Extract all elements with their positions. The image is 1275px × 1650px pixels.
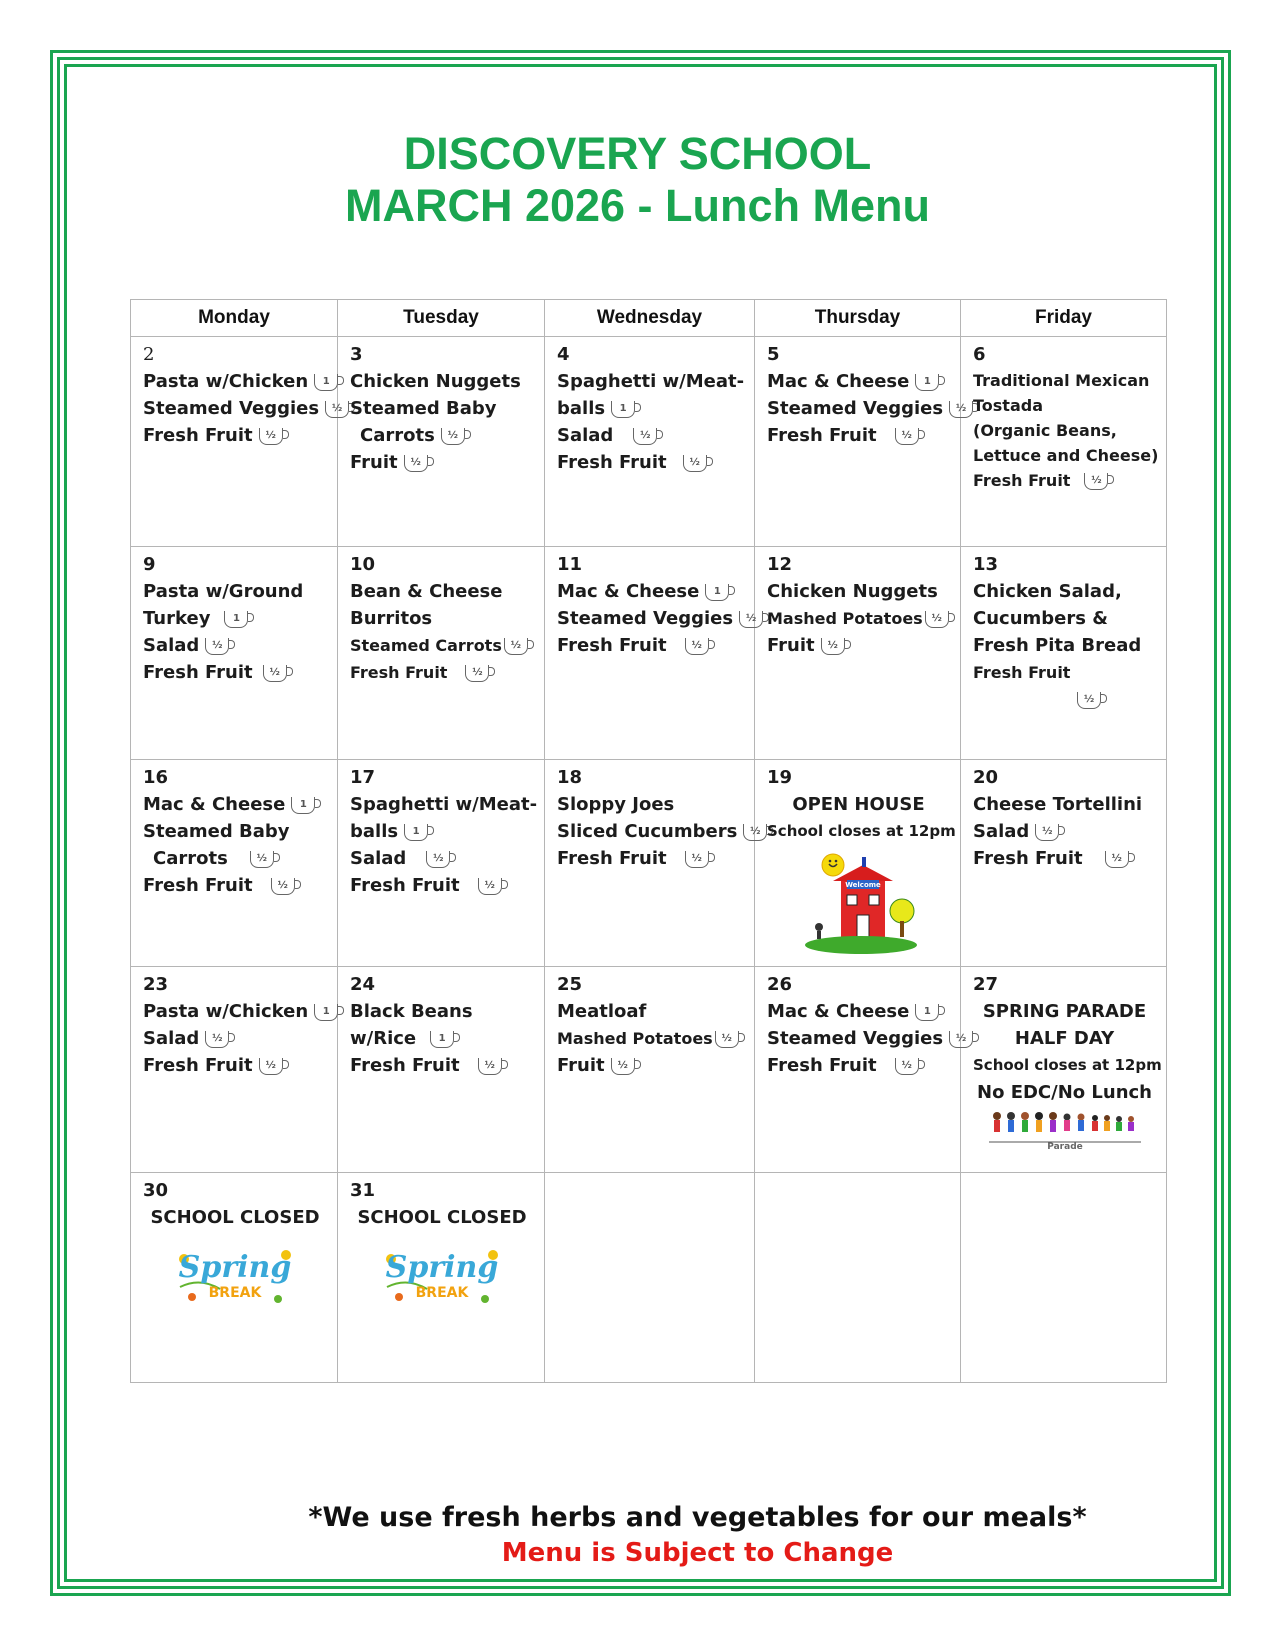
footer-warning: Menu is Subject to Change: [501, 1538, 894, 1568]
day-cell: [961, 337, 1167, 547]
half-cup-icon: ½: [633, 428, 657, 445]
day-number: 6: [973, 344, 986, 365]
menu-item: Carrots ½: [350, 422, 534, 449]
day-cell: [338, 1173, 545, 1383]
menu-item: Fresh Fruit ½: [350, 659, 534, 686]
half-cup-icon: ½: [715, 1031, 739, 1048]
half-cup-icon: ½: [1077, 692, 1101, 709]
menu-item: Salad ½: [350, 845, 534, 872]
menu-item: Salad ½: [143, 632, 327, 659]
menu-item: Mac & Cheese 1: [557, 578, 744, 605]
day-cell: [755, 760, 961, 967]
menu-item: Mac & Cheese 1: [143, 791, 327, 818]
half-cup-icon: ½: [925, 611, 949, 628]
day-cell: [131, 760, 338, 967]
spring-word: Spring: [178, 1250, 292, 1285]
menu-item: Fresh Fruit ½: [767, 1052, 950, 1079]
menu-item: balls 1: [557, 395, 744, 422]
day-cell: [755, 967, 967, 1173]
half-cup-icon: ½: [404, 455, 428, 472]
school-name: DISCOVERY SCHOOL: [403, 128, 872, 179]
week-row: [131, 1173, 1167, 1383]
menu-item: Fresh Fruit ½: [767, 422, 950, 449]
menu-item: Black Beans: [350, 1001, 473, 1022]
event-title: HALF DAY: [1014, 1028, 1115, 1049]
day-cell: [961, 760, 1167, 967]
half-cup-icon: ½: [250, 851, 274, 868]
half-cup-icon: ½: [325, 401, 349, 418]
menu-item: Cucumbers &: [973, 608, 1108, 629]
event-title: SCHOOL CLOSED: [150, 1207, 320, 1228]
weekday-thursday: Thursday: [755, 300, 961, 337]
half-cup-icon: ½: [259, 428, 283, 445]
menu-item: Salad ½: [973, 818, 1156, 845]
half-cup-icon: ½: [504, 638, 528, 655]
menu-item: Steamed Veggies ½: [143, 395, 327, 422]
menu-item: Spaghetti w/Meat-: [350, 794, 538, 815]
half-cup-icon: ½: [205, 638, 229, 655]
menu-item: Cheese Tortellini: [973, 794, 1143, 815]
menu-item: Tostada: [973, 396, 1043, 415]
day-number: 31: [350, 1180, 376, 1201]
menu-item: (Organic Beans,: [973, 421, 1117, 440]
menu-item: Bean & Cheese: [350, 581, 503, 602]
day-cell: [338, 760, 545, 967]
half-cup-icon: ½: [441, 428, 465, 445]
half-cup-icon: ½: [895, 1058, 919, 1075]
menu-item: Pasta w/Chicken 1: [143, 998, 327, 1025]
day-number: 24: [350, 974, 376, 995]
day-number: 18: [557, 767, 583, 788]
half-cup-icon: ½: [426, 851, 450, 868]
day-cell: [545, 967, 755, 1173]
day-number: 2: [143, 344, 155, 365]
day-cell: [755, 547, 961, 760]
menu-item: Steamed Baby: [143, 821, 290, 842]
menu-item: Sloppy Joes: [557, 794, 675, 815]
day-number: 11: [557, 554, 583, 575]
footer-note: *We use fresh herbs and vegetables for our meals*: [308, 1502, 1087, 1533]
full-cup-icon: 1: [430, 1031, 454, 1048]
full-cup-icon: 1: [611, 401, 635, 418]
menu-item: Steamed Veggies ½: [557, 605, 744, 632]
full-cup-icon: 1: [404, 824, 428, 841]
tree-shape: [890, 899, 914, 923]
day-cell: [961, 547, 1167, 760]
spring-break-image: [170, 1237, 300, 1317]
week-row: [131, 760, 1167, 967]
day-cell: [755, 337, 967, 547]
full-cup-icon: 1: [291, 797, 315, 814]
weekday-wednesday: Wednesday: [545, 300, 755, 337]
menu-item: Fresh Fruit ½: [557, 632, 744, 659]
event-note: School closes at 12pm: [973, 1056, 1162, 1074]
week-row: [131, 547, 1167, 760]
welcome-sign: Welcome: [844, 881, 881, 889]
weekday-friday: Friday: [961, 300, 1167, 337]
menu-item: Burritos: [350, 608, 433, 629]
menu-item: Fresh Fruit: [973, 663, 1071, 682]
half-cup-icon: ½: [1084, 473, 1108, 490]
school-house-image: [799, 851, 919, 957]
day-number: 4: [557, 344, 570, 365]
menu-item: Steamed Veggies ½: [767, 1025, 950, 1052]
event-title: OPEN HOUSE: [792, 794, 925, 815]
spring-break-image: [377, 1237, 507, 1317]
full-cup-icon: 1: [915, 1004, 939, 1021]
full-cup-icon: 1: [705, 584, 729, 601]
day-number: 13: [973, 554, 999, 575]
menu-item: Fruit ½: [557, 1052, 744, 1079]
menu-item: Fresh Fruit ½: [973, 845, 1156, 872]
menu-item: Fresh Fruit ½: [143, 659, 327, 686]
menu-item: Steamed Veggies ½: [767, 395, 950, 422]
weekday-monday: Monday: [131, 300, 338, 337]
lunch-calendar: [130, 299, 1167, 1383]
half-cup-icon: ½: [683, 455, 707, 472]
day-number: 17: [350, 767, 376, 788]
day-cell: [131, 337, 343, 547]
day-cell: [961, 967, 1167, 1173]
menu-item: Chicken Nuggets: [767, 581, 938, 602]
day-number: 20: [973, 767, 999, 788]
menu-title: MARCH 2026 - Lunch Menu: [344, 180, 931, 231]
menu-item: Carrots ½: [143, 845, 327, 872]
spring-word: Spring: [385, 1250, 499, 1285]
menu-item: Fresh Fruit ½: [143, 872, 327, 899]
half-cup-icon: ½: [465, 665, 489, 682]
menu-item: balls 1: [350, 818, 534, 845]
day-cell: [338, 337, 545, 547]
week-row: [131, 337, 1167, 547]
menu-item: Turkey 1: [143, 605, 327, 632]
half-cup-icon: ½: [1105, 851, 1129, 868]
menu-item: Meatloaf: [557, 1001, 647, 1022]
menu-item: Fresh Fruit ½: [557, 845, 744, 872]
day-number: 27: [973, 974, 999, 995]
event-note: School closes at 12pm: [767, 822, 956, 840]
full-cup-icon: 1: [314, 1004, 338, 1021]
empty-cell: [961, 1173, 1167, 1383]
day-number: 26: [767, 974, 793, 995]
half-cup-icon: ½: [263, 665, 287, 682]
half-cup-icon: ½: [259, 1058, 283, 1075]
full-cup-icon: 1: [314, 374, 338, 391]
menu-item: Fresh Fruit ½: [143, 422, 327, 449]
day-cell: [338, 967, 545, 1173]
day-number: 10: [350, 554, 376, 575]
day-number: 19: [767, 767, 793, 788]
day-cell: [545, 760, 761, 967]
half-cup-icon: ½: [895, 428, 919, 445]
half-cup-icon: ½: [478, 878, 502, 895]
menu-item: Mashed Potatoes ½: [767, 605, 950, 632]
full-cup-icon: 1: [915, 374, 939, 391]
menu-item: Chicken Salad,: [973, 581, 1122, 602]
menu-item: Fresh Fruit ½: [350, 872, 534, 899]
menu-item: Fresh Fruit ½: [350, 1052, 534, 1079]
half-cup-icon: ½: [478, 1058, 502, 1075]
day-cell: [338, 547, 545, 760]
day-cell: [545, 337, 755, 547]
day-cell: [131, 547, 338, 760]
full-cup-icon: 1: [224, 611, 248, 628]
menu-item: Traditional Mexican: [973, 371, 1150, 390]
half-cup-icon: ½: [949, 401, 973, 418]
parade-image: [985, 1108, 1145, 1152]
menu-item: Mashed Potatoes ½: [557, 1025, 744, 1052]
half-cup-icon: ½: [685, 638, 709, 655]
day-number: 25: [557, 974, 583, 995]
menu-item: [973, 686, 1156, 713]
half-cup-icon: ½: [1035, 824, 1059, 841]
empty-cell: [545, 1173, 755, 1383]
menu-item: Lettuce and Cheese): [973, 446, 1159, 465]
day-number: 9: [143, 554, 156, 575]
half-cup-icon: ½: [271, 878, 295, 895]
menu-item: Steamed Baby: [350, 398, 497, 419]
sun-shape: [822, 854, 844, 876]
menu-item: Fresh Fruit ½: [557, 449, 744, 476]
menu-item: Fresh Pita Bread: [973, 635, 1142, 656]
menu-item: Pasta w/Ground: [143, 581, 304, 602]
event-note: No EDC/No Lunch: [977, 1082, 1152, 1103]
parade-kids: [993, 1112, 1134, 1132]
half-cup-icon: ½: [949, 1031, 973, 1048]
half-cup-icon: ½: [205, 1031, 229, 1048]
parade-caption: Parade: [1046, 1142, 1083, 1152]
menu-item: Fresh Fruit ½: [143, 1052, 327, 1079]
half-cup-icon: ½: [743, 824, 767, 841]
menu-item: Mac & Cheese 1: [767, 368, 950, 395]
menu-item: w/Rice 1: [350, 1025, 534, 1052]
menu-item: Fruit ½: [767, 632, 950, 659]
menu-item: Chicken Nuggets: [350, 371, 521, 392]
menu-item: Salad ½: [143, 1025, 327, 1052]
day-number: 12: [767, 554, 793, 575]
weekday-header-row: [131, 300, 1167, 337]
menu-item: Mac & Cheese 1: [767, 998, 950, 1025]
menu-item: Fresh Fruit ½: [973, 468, 1156, 493]
menu-item: Pasta w/Chicken 1: [143, 368, 327, 395]
half-cup-icon: ½: [821, 638, 845, 655]
menu-item: Fruit ½: [350, 449, 534, 476]
week-row: [131, 967, 1167, 1173]
break-word: BREAK: [415, 1285, 469, 1301]
event-title: SCHOOL CLOSED: [357, 1207, 527, 1228]
weekday-tuesday: Tuesday: [338, 300, 545, 337]
day-number: 16: [143, 767, 169, 788]
break-word: BREAK: [208, 1285, 262, 1301]
day-cell: [131, 967, 338, 1173]
day-number: 30: [143, 1180, 169, 1201]
menu-item: Spaghetti w/Meat-: [557, 371, 745, 392]
menu-item: Steamed Carrots ½: [350, 632, 534, 659]
grass-shape: [805, 936, 917, 954]
day-number: 5: [767, 344, 780, 365]
day-cell: [545, 547, 755, 760]
half-cup-icon: ½: [739, 611, 763, 628]
menu-item: Salad ½: [557, 422, 744, 449]
half-cup-icon: ½: [611, 1058, 635, 1075]
menu-item: Sliced Cucumbers ½: [557, 818, 744, 845]
day-cell: [131, 1173, 338, 1383]
empty-cell: [755, 1173, 961, 1383]
event-title: SPRING PARADE: [982, 1001, 1147, 1022]
day-number: 23: [143, 974, 169, 995]
day-number: 3: [350, 344, 363, 365]
half-cup-icon: ½: [685, 851, 709, 868]
